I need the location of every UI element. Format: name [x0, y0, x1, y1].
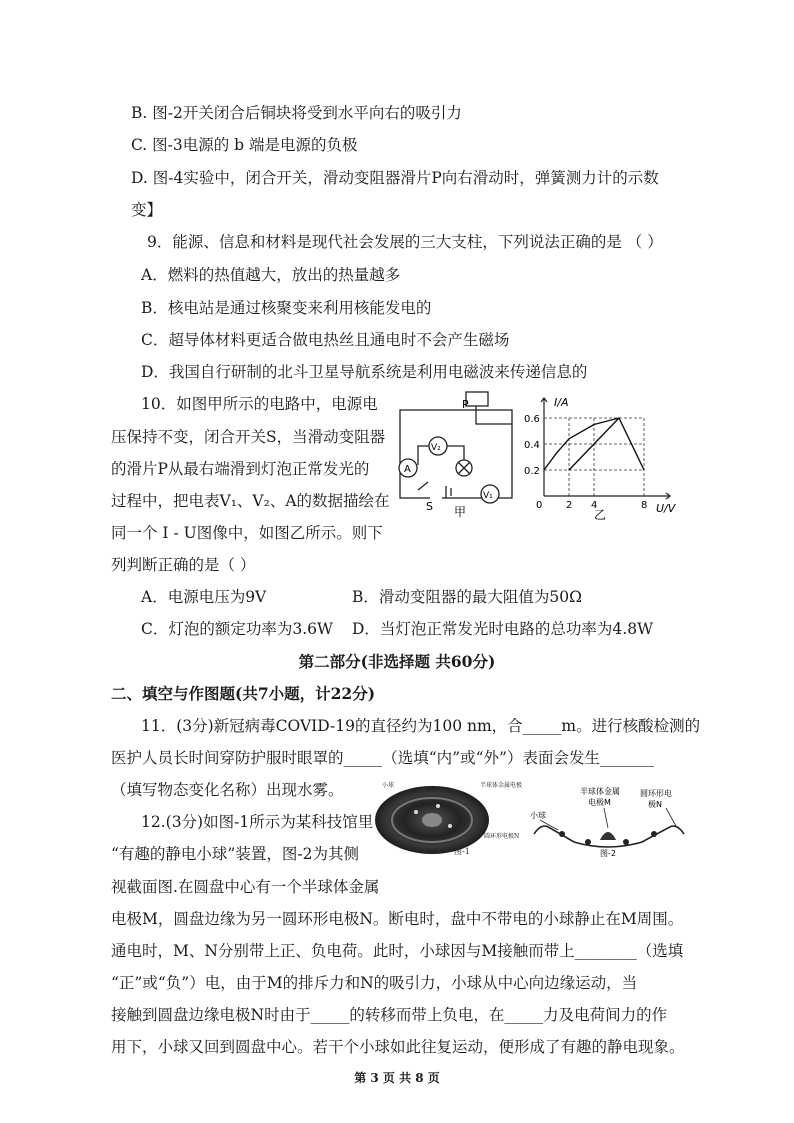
question-12-line4: 电极M，圆盘边缘为另一圆环形电极N。断电时，盘中不带电的小球静止在M周围。: [111, 910, 684, 928]
question-10-line2: 压保持不变，闭合开关S，当滑动变阻器: [111, 428, 386, 446]
option-9a: A．燃料的热值越大，放出的热量越多: [141, 266, 401, 284]
option-8c: C. 图-3电源的 b 端是电源的负极: [131, 136, 358, 154]
fig2-label-ball: 小球: [530, 811, 546, 820]
question-9: 9．能源、信息和材料是现代社会发展的三大支柱，下列说法正确的是 （ ）: [147, 233, 663, 251]
question-12-line8: 用下，小球又回到圆盘中心。若干个小球如此往复运动，便形成了有趣的静电现象。: [111, 1038, 685, 1056]
fig1-label-ball: 小球: [382, 782, 395, 789]
iu-graph: [522, 392, 684, 520]
fig1-label-n: 圆环形电极N: [484, 833, 520, 840]
question-11-line1: 11．(3分)新冠病毒COVID-19的直径约为100 nm，合_____m。进行核酸检测的: [141, 717, 701, 735]
question-11-line2: 医护人员长时间穿防护服时眼罩的_____（选填“内”或“外”）表面会发生_______: [111, 749, 655, 767]
question-10-line3: 的滑片P从最右端滑到灯泡正常发光的: [111, 460, 370, 478]
question-12-line5: 通电时，M、N分别带上正、负电荷。此时，小球因与M接触而带上________（选填: [111, 942, 684, 960]
question-10-line1: 10．如图甲所示的电路中，电源电: [141, 395, 378, 413]
option-10b: B．滑动变阻器的最大阻值为50Ω: [352, 588, 582, 606]
origin-label: 0: [536, 500, 543, 511]
option-10d: D．当灯泡正常发光时电路的总功率为4.8W: [352, 620, 654, 638]
option-8b: B. 图-2开关闭合后铜块将受到水平向右的吸引力: [131, 104, 462, 122]
fig1-photo: [372, 778, 524, 856]
switch-icon: [418, 482, 428, 490]
slider-lead: [476, 422, 512, 424]
question-12-line1: 12.(3分)如图-1所示为某科技馆里: [141, 813, 374, 831]
option-10c: C．灯泡的额定功率为3.6W: [141, 620, 333, 638]
section-heading: 第二部分(非选择题 共60分): [298, 652, 496, 671]
hemisphere-electrode: [600, 832, 616, 840]
y-tick-label: 0.6: [524, 414, 540, 425]
fig2-label-m2: 电极M: [588, 798, 611, 807]
label-a: A: [404, 464, 411, 475]
x-tick-label: 4: [591, 500, 598, 511]
circuit-diagram: [398, 390, 520, 518]
fig1-label-m: 半球体金属电极: [480, 782, 523, 789]
ball-icon: [559, 831, 565, 837]
question-10-line6: 列判断正确的是（ ）: [111, 556, 256, 574]
part-heading: 二、填空与作图题(共7小题，计22分): [111, 684, 376, 703]
label-s: S: [426, 500, 433, 513]
fig2-label-m1: 半球体金属: [580, 787, 620, 796]
option-8d: D. 图-4实验中，闭合开关，滑动变阻器滑片P向右滑动时，弹簧测力计的示数: [131, 169, 659, 187]
circuit-frame: [400, 410, 512, 498]
fig2-label-n1: 圆环形电: [640, 789, 672, 798]
option-9b: B．核电站是通过核聚变来利用核能发电的: [141, 299, 432, 317]
fig1-caption: 图-1: [454, 847, 470, 856]
question-10-line5: 同一个 I - U图像中，如图乙所示。则下: [111, 524, 383, 542]
y-tick-label: 0.2: [524, 466, 540, 477]
caption-jia: 甲: [454, 505, 467, 518]
option-8d-cont: 变】: [131, 201, 163, 219]
fig2-caption: 图-2: [600, 849, 616, 858]
x-tick-label: 2: [566, 500, 573, 511]
option-9d: D．我国自行研制的北斗卫星导航系统是利用电磁波来传递信息的: [141, 363, 588, 381]
y-axis-label: I/A: [554, 396, 569, 409]
label-v1: V₁: [483, 491, 493, 501]
question-12-line6: “正”或“负”）电，由于M的排斥力和N的吸引力，小球从中心向边缘运动，当: [111, 974, 638, 992]
label-p: P: [462, 398, 469, 411]
option-10a: A．电源电压为9V: [141, 588, 267, 606]
y-tick-label: 0.4: [524, 440, 540, 451]
question-12-line7: 接触到圆盘边缘电极N时由于_____的转移而带上负电，在_____力及电荷间力的作: [111, 1006, 668, 1024]
fig2-diagram: [528, 782, 688, 858]
question-11-line3: （填写物态变化名称）出现水雾。: [111, 781, 344, 799]
question-12-line2: “有趣的静电小球”装置，图-2为其侧: [111, 845, 359, 863]
rheostat: [466, 392, 488, 406]
center-electrode: [422, 813, 442, 827]
page-footer: 第 3 页 共 8 页: [354, 1071, 440, 1085]
fig2-label-n2: 极N: [648, 800, 662, 809]
v2-lead-left: [418, 446, 429, 465]
question-10-line4: 过程中，把电表V₁、V₂、A的数据描绘在: [111, 492, 390, 510]
caption-yi: 乙: [594, 508, 607, 520]
x-tick-label: 8: [641, 500, 648, 511]
label-v2: V₂: [431, 443, 441, 453]
option-9c: C．超导体材料更适合做电热丝且通电时不会产生磁场: [141, 331, 510, 349]
question-12-line3: 视截面图.在圆盘中心有一个半球体金属: [111, 878, 380, 896]
x-axis-label: U/V: [656, 502, 676, 515]
